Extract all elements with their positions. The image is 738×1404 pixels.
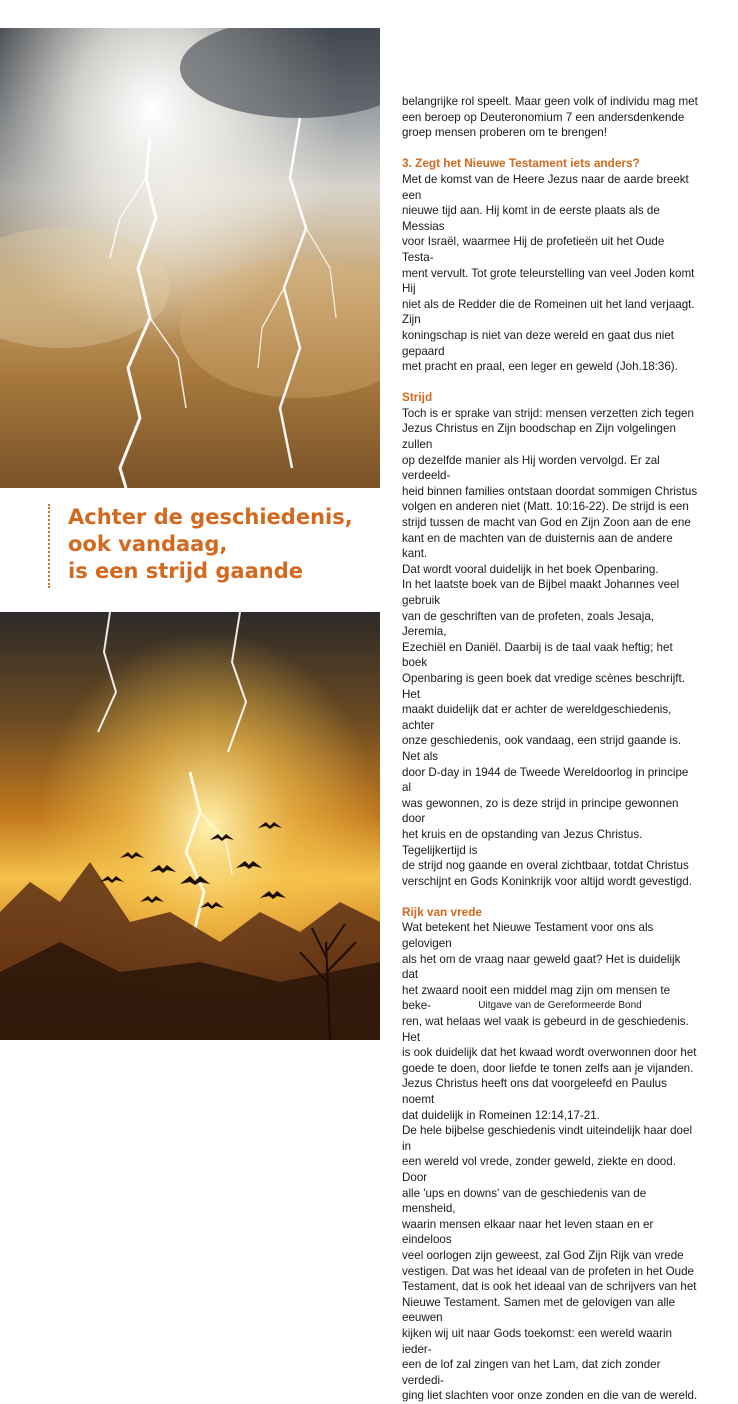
text-line: Ezechiël en Daniël. Daarbij is de taal vaak heftig; het boek xyxy=(402,640,673,670)
section-heading-new-testament: 3. Zegt het Nieuwe Testament iets anders? xyxy=(402,156,640,171)
text-line: kijken wij uit naar Gods toekomst: een wereld waarin ieder- xyxy=(402,1326,673,1356)
section-heading-strijd: Strijd xyxy=(402,390,433,405)
text-line: goede te doen, door liefde te tonen zelfs aan je vijanden. xyxy=(402,1061,694,1075)
text-line: met pracht en praal, een leger en geweld (Joh.18:36). xyxy=(402,360,678,374)
text-line: door D-day in 1944 de Tweede Wereldoorlog in principe al xyxy=(402,765,689,795)
text-line: verschijnt en Gods Koninkrijk voor altijd wordt gevestigd. xyxy=(402,874,692,888)
section-heading-rijk-van-vrede: Rijk van vrede xyxy=(402,904,482,919)
text-line: is ook duidelijk dat het kwaad wordt overwonnen door het xyxy=(402,1046,697,1060)
text-line: ren, wat helaas wel vaak is gebeurd in de geschiedenis. Het xyxy=(402,1015,689,1044)
text-line: strijd tussen de macht van God en Zijn Zoon aan de ene xyxy=(402,516,691,530)
publisher-footer: Uitgave van de Gereformeerde Bond xyxy=(478,1000,642,1011)
text-line: dat duidelijk in Romeinen 12:14,17-21. xyxy=(402,1108,600,1122)
text-line: waarin mensen elkaar naar het leven staan en er eindeloos xyxy=(402,1217,654,1247)
text-line: In het laatste boek van de Bijbel maakt Johannes veel gebruik xyxy=(402,578,680,607)
text-line: was gewonnen, zo is deze strijd in principe gewonnen door xyxy=(402,796,679,826)
text-line: een beroep op Deuteronomium 7 een andersdenkende xyxy=(402,110,685,124)
quote-line-1: Achter de geschiedenis, xyxy=(68,505,353,529)
fiery-sky-birds-photo xyxy=(0,612,380,1040)
section-paragraph-rijk-van-vrede xyxy=(402,920,698,1403)
fiery-sky-illustration xyxy=(0,612,380,1040)
text-line: op dezelfde manier als Hij worden vervolgd. Er zal verdeeld- xyxy=(402,453,660,483)
text-line: maakt duidelijk dat er achter de wereldgeschiedenis, achter xyxy=(402,703,672,732)
text-line: nieuwe tijd aan. Hij komt in de eerste plaats als de Messias xyxy=(402,204,660,233)
section-paragraph-new-testament xyxy=(402,172,698,375)
text-line: een de lof zal zingen van het Lam, dat zich zonder verdedi- xyxy=(402,1358,661,1387)
text-line: Wat betekent het Nieuwe Testament voor ons als gelovigen xyxy=(402,921,654,951)
text-line: vestigen. Dat was het ideaal van de profeten in het Oude xyxy=(402,1264,694,1278)
section-paragraph-strijd xyxy=(402,406,698,889)
article-text-column xyxy=(402,94,698,1404)
text-line: alle 'ups en downs' van de geschiedenis van de mensheid, xyxy=(402,1186,647,1216)
text-line: ging liet slachten voor onze zonden en die van de wereld. xyxy=(402,1389,698,1403)
quote-line-3: is een strijd gaande xyxy=(68,559,303,583)
text-line: een wereld vol vrede, zonder geweld, ziekte en dood. Door xyxy=(402,1155,676,1184)
text-line: Met de komst van de Heere Jezus naar de aarde breekt een xyxy=(402,172,689,202)
text-line: De hele bijbelse geschiedenis vindt uiteindelijk haar doel in xyxy=(402,1124,693,1153)
storm-lightning-illustration xyxy=(0,28,380,488)
text-line: niet als de Redder die de Romeinen uit het land verjaagt. Zijn xyxy=(402,297,695,327)
text-line: groep mensen proberen om te brengen! xyxy=(402,126,607,140)
text-line: het kruis en de opstanding van Jezus Christus. Tegelijkertijd is xyxy=(402,827,643,857)
text-line: Jezus Christus en Zijn boodschap en Zijn volgelingen zullen xyxy=(402,422,676,452)
pull-quote xyxy=(48,504,388,588)
text-line: onze geschiedenis, ook vandaag, een strijd gaande is. Net als xyxy=(402,734,682,763)
text-line: als het om de vraag naar geweld gaat? Het is duidelijk dat xyxy=(402,952,681,982)
text-line: voor Israël, waarmee Hij de profetieën uit het Oude Testa- xyxy=(402,235,665,264)
intro-paragraph xyxy=(402,94,698,141)
text-line: ment vervult. Tot grote teleurstelling van veel Joden komt Hij xyxy=(402,266,695,296)
text-line: Toch is er sprake van strijd: mensen verzetten zich tegen xyxy=(402,406,694,420)
quote-line-2: ook vandaag, xyxy=(68,532,228,556)
text-line: heid binnen families ontstaan doordat sommigen Christus xyxy=(402,484,698,498)
text-line: veel oorlogen zijn geweest, zal God Zijn Rijk van vrede xyxy=(402,1248,684,1262)
text-line: Jezus Christus heeft ons dat voorgeleefd en Paulus noemt xyxy=(402,1077,667,1106)
storm-lightning-photo xyxy=(0,28,380,488)
text-line: volgen en anderen niet (Matt. 10:16-22). De strijd is een xyxy=(402,500,689,514)
text-line: Dat wordt vooral duidelijk in het boek Openbaring. xyxy=(402,562,659,576)
text-line: koningschap is niet van deze wereld en gaat dus niet gepaard xyxy=(402,328,674,358)
text-line: Testament, dat is ook het ideaal van de schrijvers van het xyxy=(402,1280,697,1294)
text-line: Openbaring is geen boek dat vredige scènes beschrijft. Het xyxy=(402,671,685,701)
text-line: het zwaard nooit een middel mag zijn om mensen te beke- xyxy=(402,983,671,1013)
text-line: van de geschriften van de profeten, zoals Jesaja, Jeremia, xyxy=(402,609,654,639)
text-line: belangrijke rol speelt. Maar geen volk of individu mag met xyxy=(402,95,698,108)
text-line: de strijd nog gaande en overal zichtbaar, totdat Christus xyxy=(402,859,689,873)
text-line: kant en de machten van de duisternis aan de andere kant. xyxy=(402,531,673,561)
text-line: Nieuwe Testament. Samen met de gelovigen van alle eeuwen xyxy=(402,1295,676,1325)
